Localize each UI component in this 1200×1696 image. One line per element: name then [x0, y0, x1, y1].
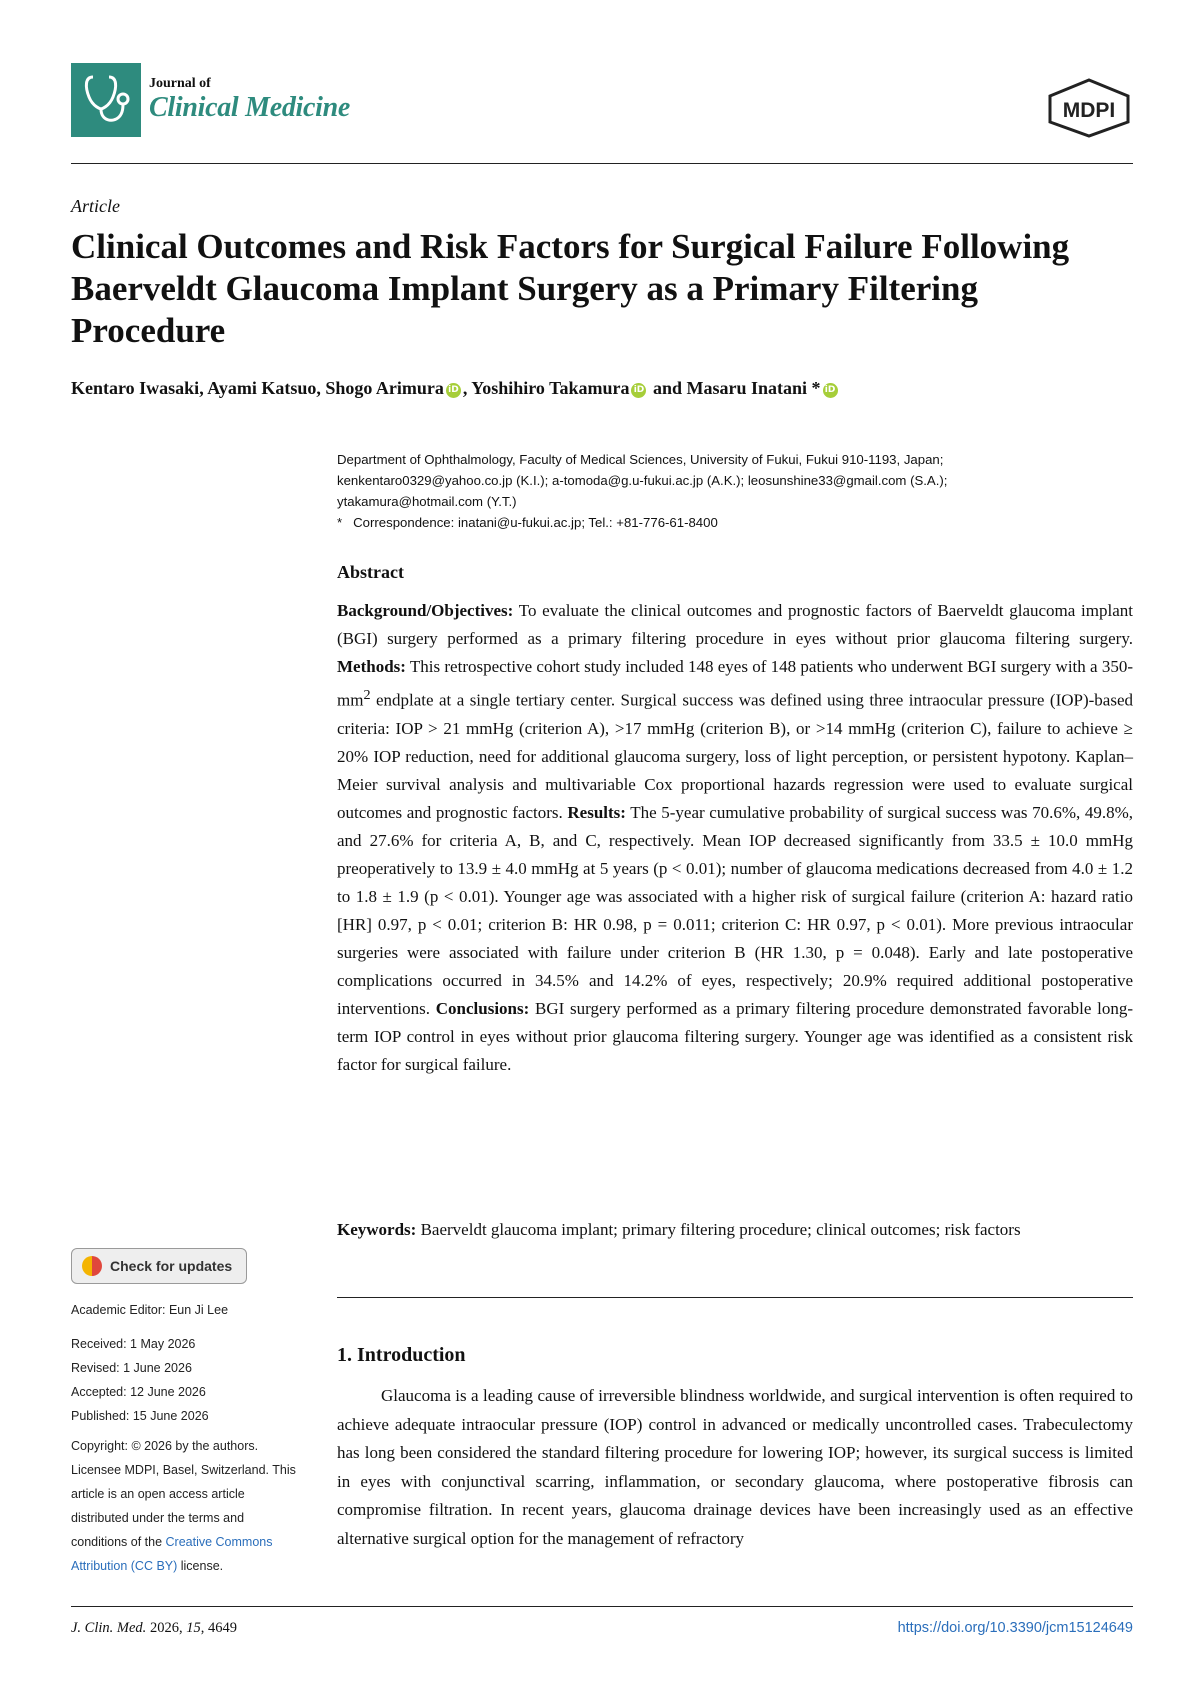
orcid-icon[interactable]: iD: [823, 383, 838, 398]
author-separator: ,: [462, 378, 472, 398]
revised-date: Revised: 1 June 2026: [71, 1361, 192, 1375]
journal-of-label: Journal of: [149, 76, 211, 91]
author-separator: and: [648, 378, 687, 398]
article-type: Article: [71, 196, 120, 216]
author-name: Shogo Arimura: [325, 378, 444, 398]
cc-license-link[interactable]: Creative Commons Attribution (CC BY): [71, 1535, 273, 1573]
abstract-label: Conclusions:: [435, 998, 530, 1018]
section-heading: 1. Introduction: [337, 1344, 466, 1366]
orcid-icon[interactable]: iD: [631, 383, 646, 398]
author-name: Kentaro Iwasaki: [71, 378, 200, 398]
accepted-date: Accepted: 12 June 2026: [71, 1385, 206, 1399]
affiliation-line: Department of Ophthalmology, Faculty of Medical Sciences, University of Fukui, Fukui 910-1193, Japan;: [337, 452, 944, 467]
mdpi-logo[interactable]: [1046, 78, 1132, 138]
copyright-text: Copyright: © 2026 by the authors. Licensee MDPI, Basel, Switzerland. This article is an open access article distributed under the terms and conditions of the: [71, 1439, 296, 1549]
footer-journal-abbrev: J. Clin. Med.: [71, 1620, 147, 1636]
article-title: Clinical Outcomes and Risk Factors for Surgical Failure Following Baerveldt Glaucoma Implant Surgery as a Primary Filtering Procedure: [71, 227, 1070, 350]
journal-name: Clinical Medicine: [149, 92, 351, 123]
keywords: [337, 1216, 1133, 1244]
abstract-label: Methods:: [337, 657, 406, 676]
academic-editor: Academic Editor: Eun Ji Lee: [71, 1303, 229, 1317]
author-separator: ,: [199, 378, 208, 398]
abstract-text: This retrospective cohort study included 148 eyes of 148 patients who underwent BGI surgery with a 350-mm: [337, 657, 1133, 710]
affiliation-emails: ytakamura@hotmail.com (Y.T.): [337, 494, 517, 509]
introduction-text: Glaucoma is a leading cause of irreversible blindness worldwide, and surgical intervention is often required to achieve adequate intraocular pressure (IOP) control in advanced or medically uncontrolled cases. Trabeculectomy has long been considered the standard filtering procedure for lowering IOP; however, its surgical success is limited in eyes with conjunctival scarring, inflammation, or secondary glaucoma, where postoperative fibrosis can compromise filtration. In recent years, glaucoma drainage devices have been increasingly used as an effective alternative surgical option for the management of refractory: [337, 1386, 1133, 1548]
author-name: Yoshihiro Takamura: [471, 378, 630, 398]
affiliation-emails: kenkentaro0329@yahoo.co.jp (K.I.); a-tomoda@g.u-fukui.ac.jp (A.K.); leosunshine33@gmail.com (S.A.);: [337, 473, 948, 488]
author-list: [71, 378, 1133, 399]
check-for-updates-button[interactable]: [71, 1248, 247, 1284]
check-updates-icon: [82, 1256, 102, 1276]
section-divider: [337, 1297, 1133, 1298]
footer-citation: J. Clin. Med. 2026, 15, 4649: [71, 1620, 237, 1636]
correspondence-line: [337, 512, 1133, 533]
footer-article-number: 4649: [207, 1620, 237, 1636]
footer-volume: 15: [186, 1620, 201, 1636]
orcid-icon[interactable]: iD: [446, 383, 461, 398]
correspondence-text: Correspondence: inatani@u-fukui.ac.jp; Tel.: +81-776-61-8400: [353, 515, 718, 530]
published-date: Published: 15 June 2026: [71, 1409, 209, 1423]
copyright-text: license.: [177, 1559, 224, 1573]
author-name: Ayami Katsuo: [207, 378, 317, 398]
author-separator: ,: [316, 378, 326, 398]
article-info-sidebar: [71, 1298, 301, 1578]
journal-logo: [71, 63, 141, 137]
keywords-text: Baerveldt glaucoma implant; primary filtering procedure; clinical outcomes; risk factors: [416, 1220, 1021, 1239]
abstract-label: Results:: [567, 802, 626, 822]
footer-year: 2026: [149, 1620, 179, 1636]
abstract-heading: Abstract: [337, 562, 404, 582]
received-date: Received: 1 May 2026: [71, 1337, 196, 1351]
header-divider: [71, 163, 1133, 164]
keywords-label: Keywords:: [337, 1220, 417, 1239]
affiliation-block: [337, 449, 1133, 533]
abstract-label: Background/Objectives:: [337, 601, 514, 620]
mdpi-logo-text: MDPI: [1062, 99, 1116, 122]
author-name: Masaru Inatani *: [686, 378, 821, 398]
check-updates-label: Check for updates: [110, 1258, 233, 1274]
abstract-text: The 5-year cumulative probability of surgical success was 70.6%, 49.8%, and 27.6% for criteria A, B, and C, respectively. Mean IOP decreased significantly from 33.5 ± 10.0 mmHg preoperatively to 13.9 ± 4.0 mmHg at 5 years (p < 0.01); number of glaucoma medications decreased from 4.0 ± 1.2 to 1.8 ± 1.9 (p < 0.01). Younger age was associated with a higher risk of surgical failure (criterion A: hazard ratio [HR] 0.97, p < 0.01; criterion B: HR 0.98, p = 0.011; criterion C: HR 0.97, p < 0.01). More previous intraocular surgeries were associated with failure under criterion B (HR 1.30, p = 0.048). Early and late postoperative complications occurred in 34.5% and 14.2% of eyes, respectively; 20.9% required additional postoperative interventions.: [337, 802, 1134, 1018]
footer-divider: [71, 1606, 1133, 1607]
doi-link[interactable]: https://doi.org/10.3390/jcm15124649: [897, 1620, 1133, 1636]
correspondence-mark: *: [337, 515, 343, 530]
superscript: 2: [363, 687, 371, 703]
abstract-text: To evaluate the clinical outcomes and prognostic factors of Baerveldt glaucoma implant (BGI) surgery performed as a primary filtering procedure in eyes without prior glaucoma filtering surgery.: [337, 601, 1133, 648]
abstract-body: [337, 597, 1133, 1079]
stethoscope-icon: [71, 63, 141, 137]
copyright-notice: [71, 1434, 301, 1578]
abstract-text: BGI surgery performed as a primary filtering procedure demonstrated favorable long-term IOP control in eyes without prior glaucoma filtering surgery. Younger age was identified as a consistent risk factor for surgical failure.: [337, 998, 1133, 1074]
abstract-text: endplate at a single tertiary center. Surgical success was defined using three intraocular pressure (IOP)-based criteria: IOP > 21 mmHg (criterion A), >17 mmHg (criterion B), or >14 mmHg (criterion C), failure to achieve ≥ 20% IOP reduction, need for additional glaucoma surgery, loss of light perception, or persistent hypotony. Kaplan–Meier survival analysis and multivariable Cox proportional hazards regression were used to evaluate surgical outcomes and prognostic factors.: [337, 690, 1133, 822]
